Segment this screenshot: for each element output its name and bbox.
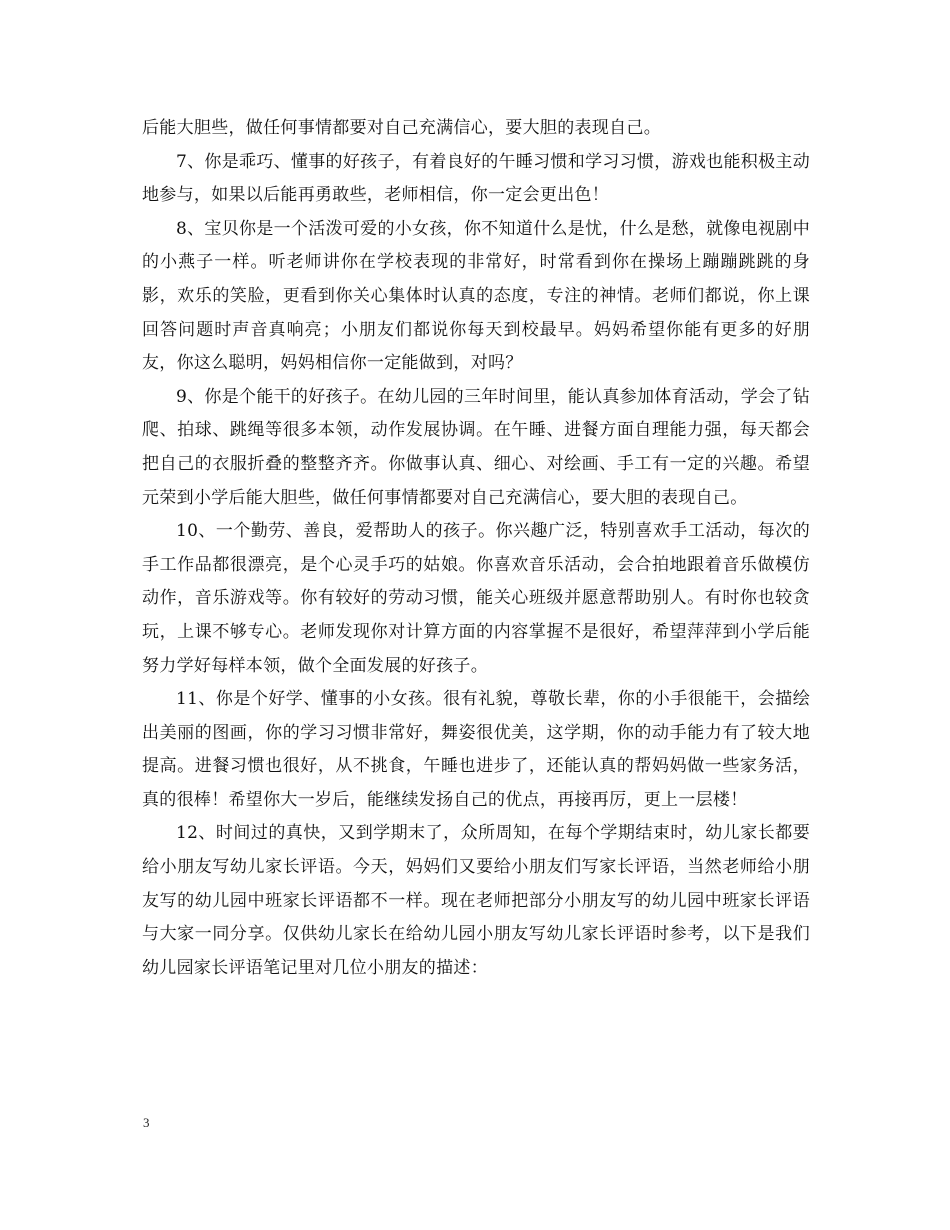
paragraph-item-8: 8、宝贝你是一个活泼可爱的小女孩，你不知道什么是忧，什么是愁，就像电视剧中的小燕子一样。听老师讲你在学校表现的非常好，时常看到你在操场上蹦蹦跳跳的身影，欢乐的笑脸，更看到你关心集体时认真的态度，专注的神情。老师们都说，你上课回答问题时声音真响亮；小朋友们都说你每天到校最早。妈妈希望你能有更多的好朋友，你这么聪明，妈妈相信你一定能做到，对吗？: [142, 218, 810, 374]
paragraph-item-7: 7、你是乖巧、懂事的好孩子，有着良好的午睡习惯和学习习惯，游戏也能积极主动地参与，如果以后能再勇敢些，老师相信，你一定会更出色！: [142, 151, 810, 206]
paragraph-item-10: 10、一个勤劳、善良，爱帮助人的孩子。你兴趣广泛，特别喜欢手工活动，每次的手工作品都很漂亮，是个心灵手巧的姑娘。你喜欢音乐活动，会合拍地跟着音乐做模仿动作，音乐游戏等。你有较好的劳动习惯，能关心班级并愿意帮助别人。有时你也较贪玩，上课不够专心。老师发现你对计算方面的内容掌握不是很好，希望萍萍到小学后能努力学好每样本领，做个全面发展的好孩子。: [142, 521, 810, 676]
paragraph-item-12: 12、时间过的真快，又到学期末了，众所周知，在每个学期结束时，幼儿家长都要给小朋友写幼儿家长评语。今天，妈妈们又要给小朋友们写家长评语，当然老师给小朋友写的幼儿园中班家长评语都不一样。现在老师把部分小朋友写的幼儿园中班家长评语与大家一同分享。仅供幼儿家长在给幼儿园小朋友写幼儿家长评语时参考，以下是我们幼儿园家长评语笔记里对几位小朋友的描述：: [142, 823, 810, 978]
paragraph-continuation: 后能大胆些，做任何事情都要对自己充满信心，要大胆的表现自己。: [142, 118, 661, 138]
paragraph-item-11: 11、你是个好学、懂事的小女孩。很有礼貌，尊敬长辈，你的小手很能干，会描绘出美丽的图画，你的学习习惯非常好，舞姿很优美，这学期，你的动手能力有了较大地提高。进餐习惯也很好，从不挑食，午睡也进步了，还能认真的帮妈妈做一些家务活，真的很棒！希望你大一岁后，能继续发扬自己的优点，再接再厉，更上一层楼！: [142, 689, 810, 810]
paragraph-item-9: 9、你是个能干的好孩子。在幼儿园的三年时间里，能认真参加体育活动，学会了钻爬、拍球、跳绳等很多本领，动作发展协调。在午睡、进餐方面自理能力强，每天都会把自己的衣服折叠的整整齐齐。你做事认真、细心、对绘画、手工有一定的兴趣。希望元荣到小学后能大胆些，做任何事情都要对自己充满信心，要大胆的表现自己。: [142, 386, 810, 508]
document-body: [142, 112, 810, 985]
page-number: 3: [143, 1115, 150, 1130]
